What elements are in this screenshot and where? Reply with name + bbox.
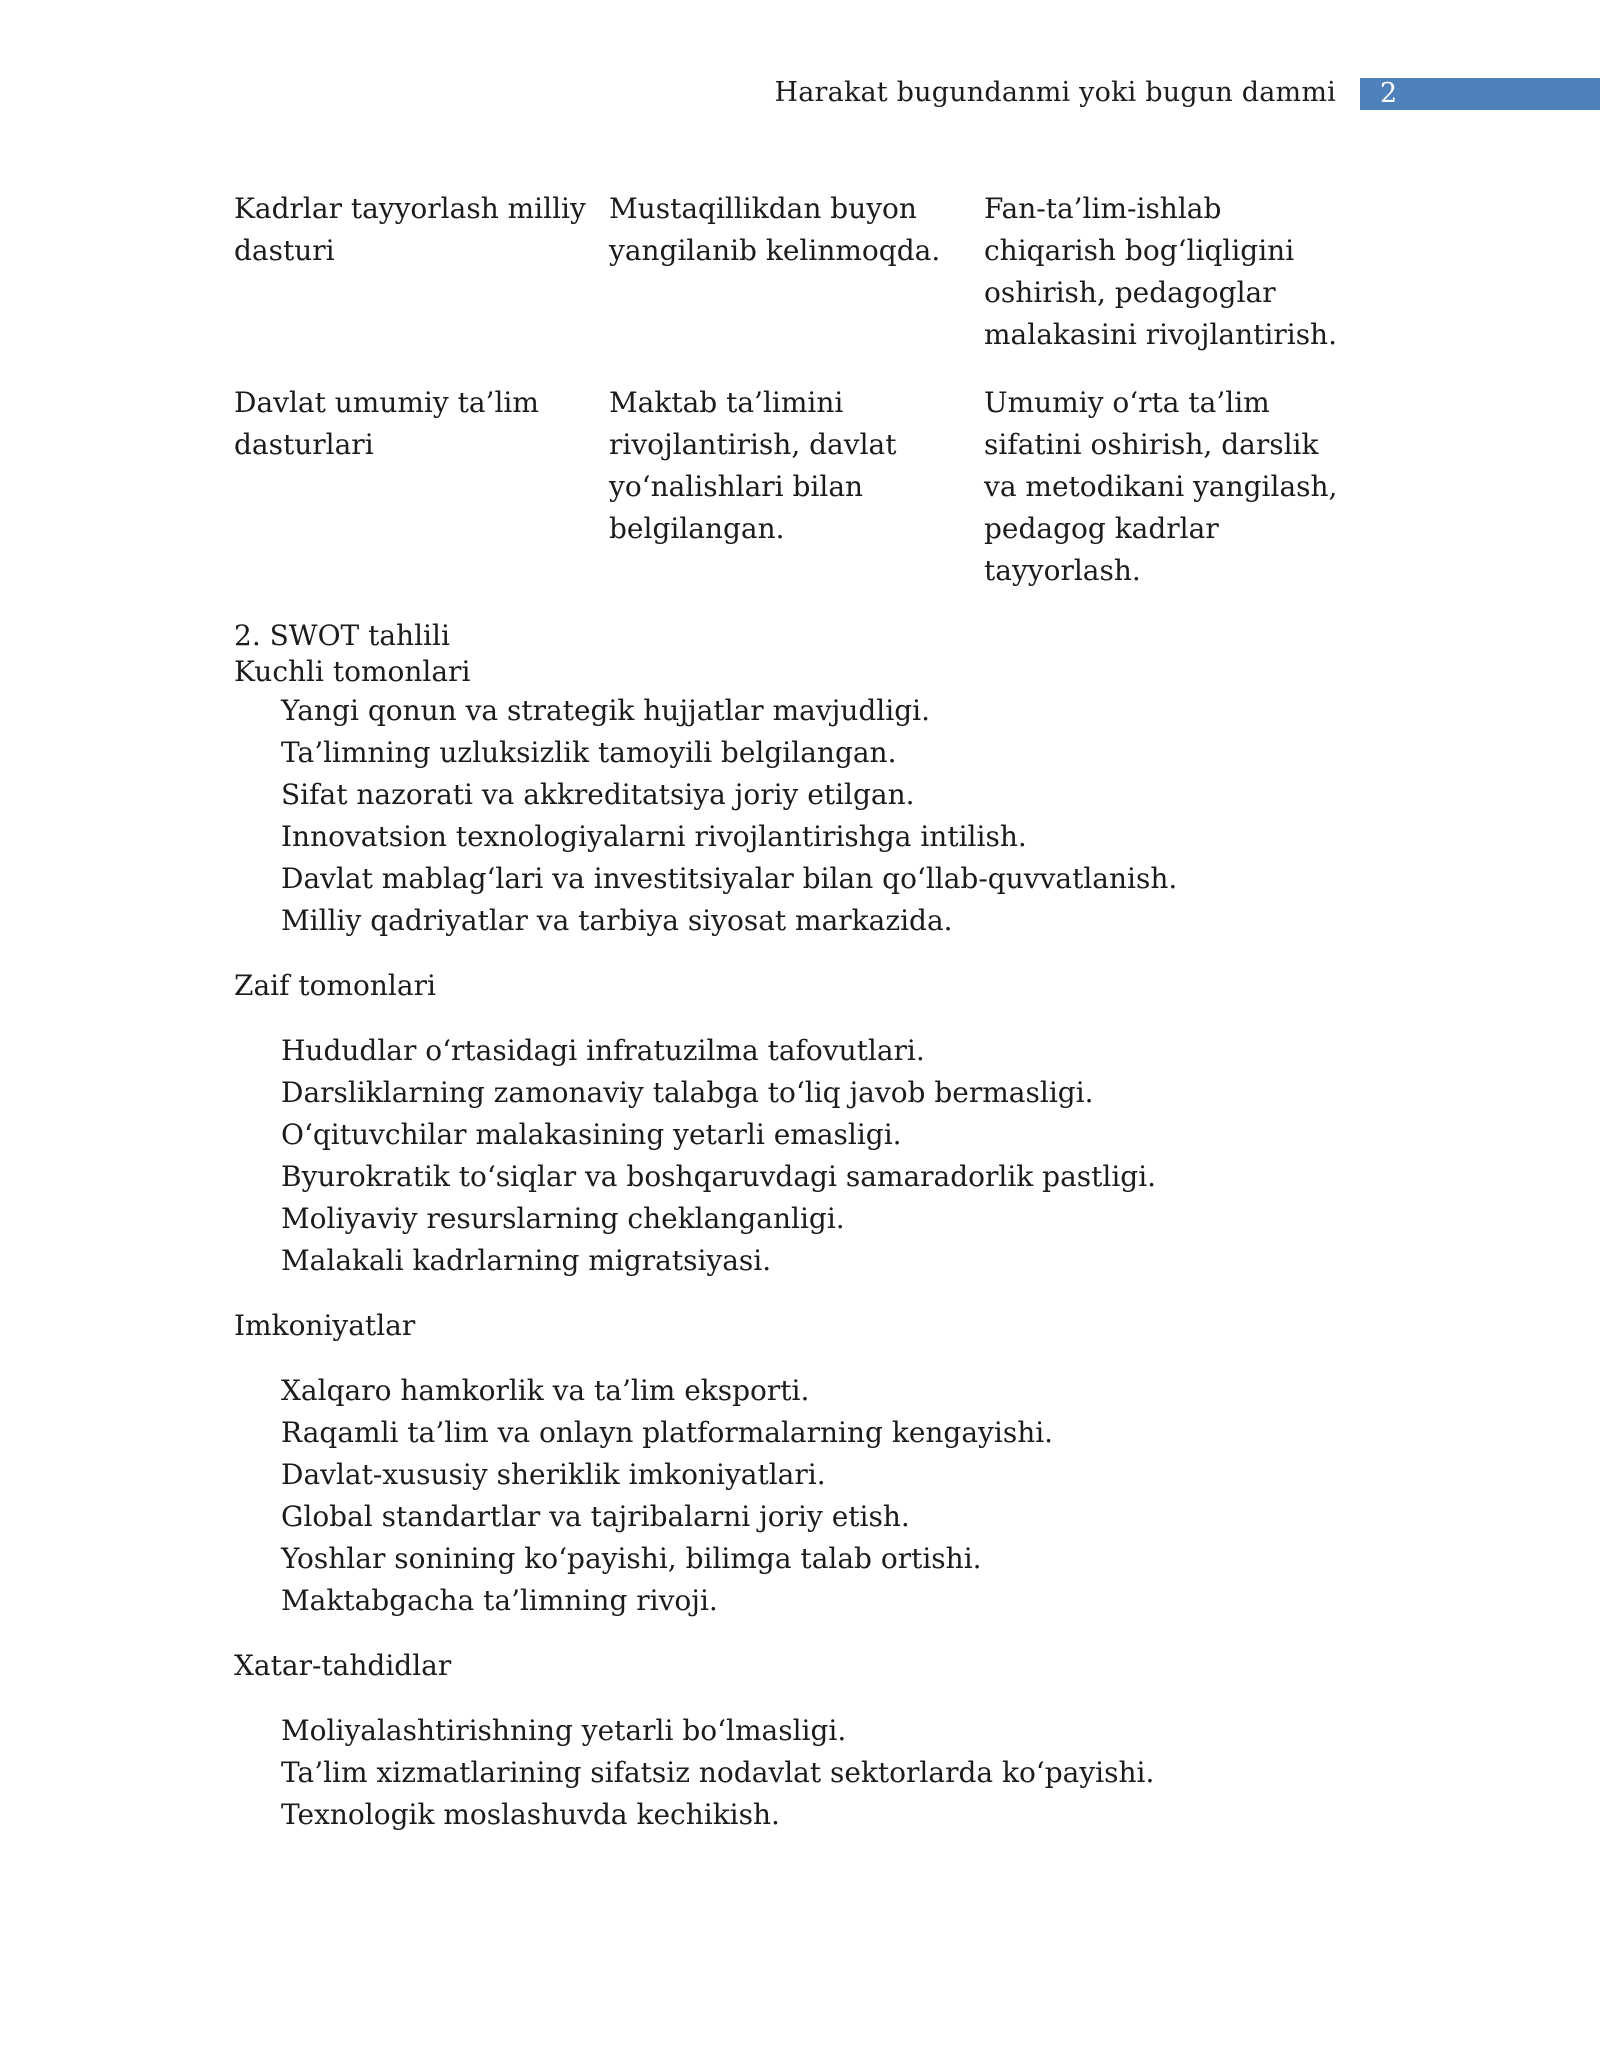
list-item: Maktabgacha ta’limning rivoji. [281,1584,718,1617]
list-item: Davlat-xususiy sheriklik imkoniyatlari. [281,1458,826,1491]
header-title: Harakat bugundanmi yoki bugun dammi [774,77,1336,108]
list-item: Byurokratik to‘siqlar va boshqaruvdagi samaradorlik pastligi. [281,1160,1157,1193]
opportunities-list [234,1370,1374,1622]
list-item: Sifat nazorati va akkreditatsiya joriy etilgan. [281,778,915,811]
opportunities-title: Imkoniyatlar [234,1309,416,1342]
table-cell: Fan-ta’lim-ishlab chiqarish bog‘liqligini oshirish, pedagoglar malakasini rivojlantirish. [984,192,1337,351]
list-item: O‘qituvchilar malakasining yetarli emasligi. [281,1118,902,1151]
page-number: 2 [1360,78,1600,110]
table-row [234,188,1374,356]
list-item: Malakali kadrlarning migratsiyasi. [281,1244,772,1277]
list-item: Texnologik moslashuvda kechikish. [281,1798,780,1831]
swot-heading: 2. SWOT tahlili [234,619,450,652]
list-item: Ta’lim xizmatlarining sifatsiz nodavlat sektorlarda ko‘payishi. [281,1756,1155,1789]
list-item: Moliyaviy resurslarning cheklanganligi. [281,1202,845,1235]
strengths-title: Kuchli tomonlari [234,655,471,688]
list-item: Global standartlar va tajribalarni joriy etish. [281,1500,910,1533]
table-cell: Davlat umumiy ta’lim dasturlari [234,386,539,461]
weaknesses-title: Zaif tomonlari [234,969,436,1002]
list-item: Xalqaro hamkorlik va ta’lim eksporti. [281,1374,810,1407]
list-item: Yoshlar sonining ko‘payishi, bilimga talab ortishi. [281,1542,982,1575]
table-cell: Kadrlar tayyorlash milliy dasturi [234,192,586,267]
document-body [234,188,1374,1836]
list-item: Milliy qadriyatlar va tarbiya siyosat markazida. [281,904,953,937]
list-item: Hududlar o‘rtasidagi infratuzilma tafovutlari. [281,1034,925,1067]
list-item: Davlat mablag‘lari va investitsiyalar bilan qo‘llab-quvvatlanish. [281,862,1178,895]
list-item: Innovatsion texnologiyalarni rivojlantirishga intilish. [281,820,1027,853]
list-item: Moliyalashtirishning yetarli bo‘lmasligi. [281,1714,847,1747]
table-cell: Umumiy o‘rta ta’lim sifatini oshirish, darslik va metodikani yangilash, pedagog kadrlar tayyorlash. [984,386,1338,587]
threats-title: Xatar-tahdidlar [234,1649,452,1682]
strengths-list [234,690,1374,942]
weaknesses-list [234,1030,1374,1282]
table-cell: Mustaqillikdan buyon yangilanib kelinmoqda. [609,192,941,267]
list-item: Ta’limning uzluksizlik tamoyili belgilangan. [281,736,897,769]
table-cell: Maktab ta’limini rivojlantirish, davlat yo‘nalishlari bilan belgilangan. [609,386,897,545]
page-header [0,74,1600,112]
list-item: Darsliklarning zamonaviy talabga to‘liq javob bermasligi. [281,1076,1094,1109]
table-row [234,382,1374,592]
list-item: Raqamli ta’lim va onlayn platformalarning kengayishi. [281,1416,1054,1449]
threats-list [234,1710,1374,1836]
list-item: Yangi qonun va strategik hujjatlar mavjudligi. [281,694,930,727]
